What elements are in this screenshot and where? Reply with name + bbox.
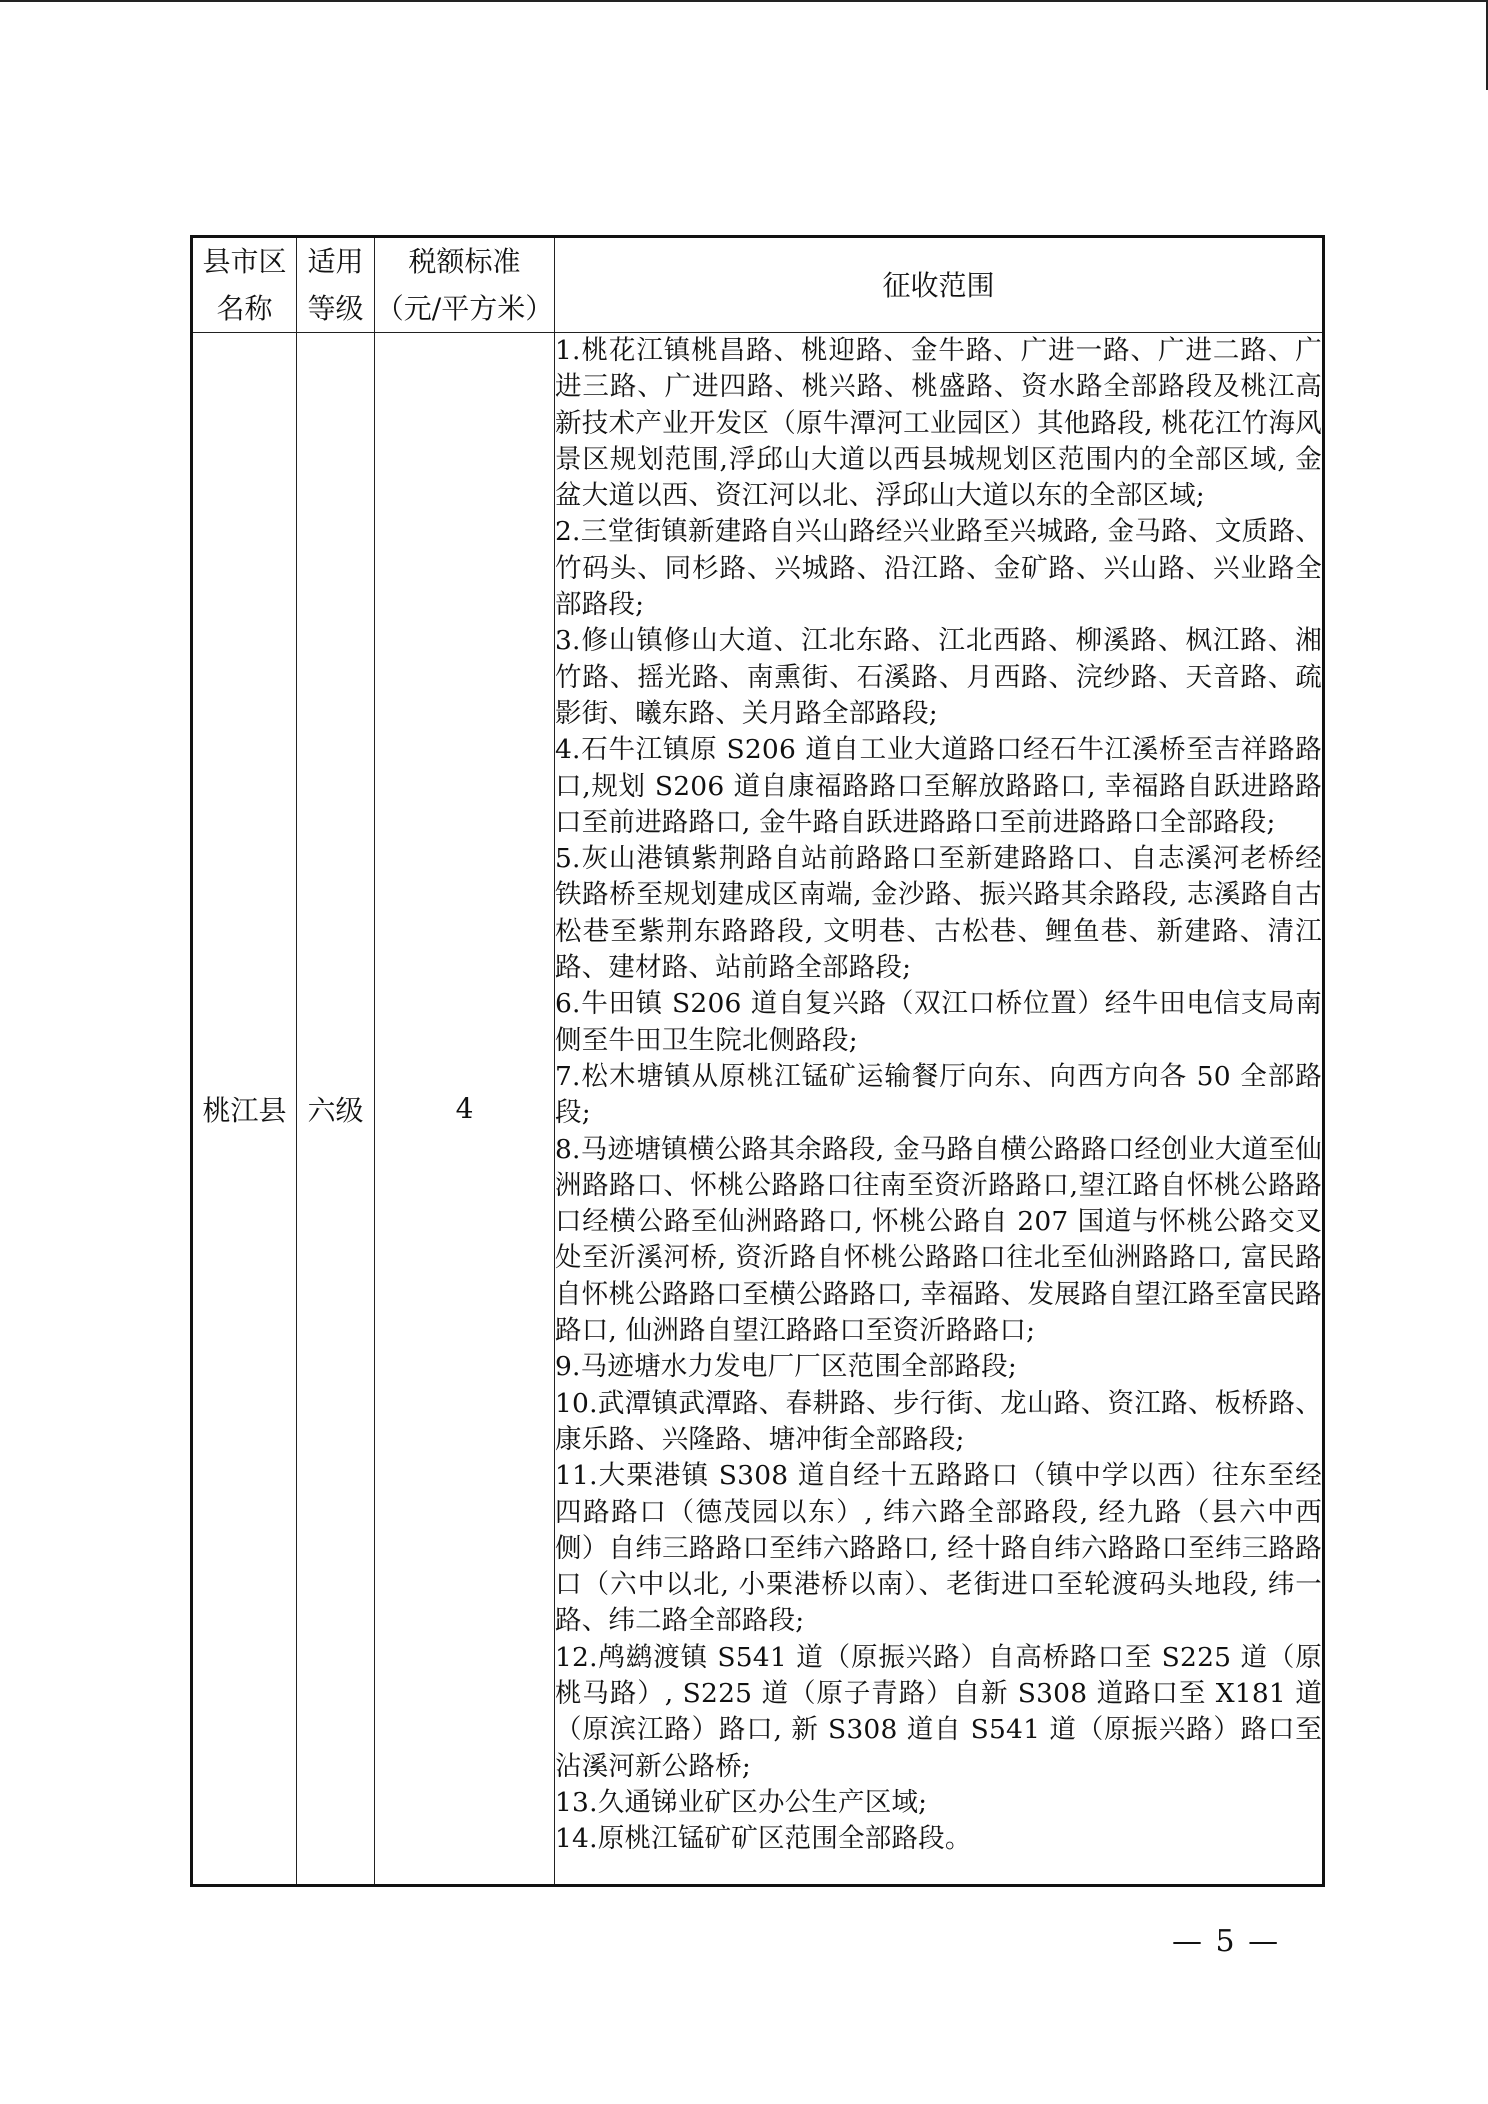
tax-rate-table (190, 235, 1325, 1887)
scope-item: 2.三堂街镇新建路自兴山路经兴业路至兴城路, 金马路、文质路、竹码头、同杉路、兴城路、沿江路、金矿路、兴山路、兴业路全部路段; (555, 516, 1322, 621)
rate-cell: 4 (375, 333, 555, 1886)
scope-item: 8.马迹塘镇横公路其余路段, 金马路自横公路路口经创业大道至仙洲路路口、怀桃公路路口往南至资沂路路口,望江路自怀桃公路路口经横公路至仙洲路路口, 怀桃公路自 207 国道与怀桃公路交叉处至沂溪河桥, 资沂路自怀桃公路路口往北至仙洲路路口, 富民路自怀桃公路路口至横公路路口, 幸福路、发展路自望江路至富民路路口, 仙洲路自望江路路口至资沂路路口; (555, 1133, 1322, 1347)
scope-item: 6.牛田镇 S206 道自复兴路（双江口桥位置）经牛田电信支局南侧至牛田卫生院北侧路段; (555, 988, 1322, 1056)
scope-item: 3.修山镇修山大道、江北东路、江北西路、柳溪路、枫江路、湘竹路、摇光路、南熏街、石溪路、月西路、浣纱路、天音路、疏影街、曦东路、关月路全部路段; (555, 625, 1322, 729)
table-header-row (192, 237, 1324, 333)
level-cell: 六级 (297, 333, 375, 1886)
scope-item: 13.久通锑业矿区办公生产区域; (555, 1786, 928, 1818)
scope-item: 10.武潭镇武潭路、春耕路、步行街、龙山路、资江路、板桥路、康乐路、兴隆路、塘冲街全部路段; (555, 1387, 1322, 1455)
scope-item: 14.原桃江锰矿矿区范围全部路段。 (555, 1823, 972, 1855)
header-rate-line2: （元/平方米） (375, 292, 554, 325)
scope-item: 1.桃花江镇桃昌路、桃迎路、金牛路、广进一路、广进二路、广进三路、广进四路、桃兴路、桃盛路、资水路全部路段及桃江高新技术产业开发区（原牛潭河工业园区）其他路段, 桃花江竹海风景区规划范围,浮邱山大道以西县城规划区范围内的全部区域, 金盆大道以西、资江河以北、浮邱山大道以东的全部区域; (555, 335, 1322, 512)
header-county-line1: 县市区 (202, 245, 287, 278)
scope-cell (555, 333, 1324, 1886)
header-scope (555, 237, 1324, 333)
header-level-line2: 等级 (307, 292, 364, 325)
scope-item: 11.大栗港镇 S308 道自经十五路路口（镇中学以西）往东至经四路路口（德茂园以东）, 纬六路全部路段, 经九路（县六中西侧）自纬三路路口至纬六路路口, 经十路自纬六路路口至纬三路路口（六中以北, 小栗港桥以南）、老街进口至轮渡码头地段, 纬一路、纬二路全部路段; (555, 1460, 1322, 1637)
header-rate (375, 237, 555, 333)
top-border-line (0, 0, 1488, 2)
scope-item: 4.石牛江镇原 S206 道自工业大道路口经石牛江溪桥至吉祥路路口,规划 S206 道自康福路路口至解放路路口, 幸福路自跃进路路口至前进路路口, 金牛路自跃进路路口至前进路路口全部路段; (555, 734, 1322, 838)
scope-item: 12.鸬鹚渡镇 S541 道（原振兴路）自高桥路口至 S225 道（原桃马路）, S225 道（原子青路）自新 S308 道路口至 X181 道（原滨江路）路口, 新 S308 道自 S541 道（原振兴路）路口至沾溪河新公路桥; (555, 1641, 1322, 1782)
header-level-line1: 适用 (307, 245, 364, 278)
header-scope-label: 征收范围 (882, 268, 995, 302)
header-level (297, 237, 375, 333)
header-county-line2: 名称 (216, 292, 273, 325)
header-county-name (192, 237, 297, 333)
scope-item: 7.松木塘镇从原桃江锰矿运输餐厅向东、向西方向各 50 全部路段; (555, 1060, 1322, 1129)
scope-item: 9.马迹塘水力发电厂厂区范围全部路段; (555, 1351, 1018, 1383)
page-number: — 5 — (1172, 1924, 1281, 1959)
county-cell: 桃江县 (192, 333, 297, 1886)
header-rate-line1: 税额标准 (408, 245, 521, 278)
scope-item: 5.灰山港镇紫荆路自站前路路口至新建路路口、自志溪河老桥经铁路桥至规划建成区南端, 金沙路、振兴路其余路段, 志溪路自古松巷至紫荆东路路段, 文明巷、古松巷、鲤鱼巷、新建路、清江路、建材路、站前路全部路段; (555, 843, 1322, 984)
table-row (192, 333, 1324, 1886)
